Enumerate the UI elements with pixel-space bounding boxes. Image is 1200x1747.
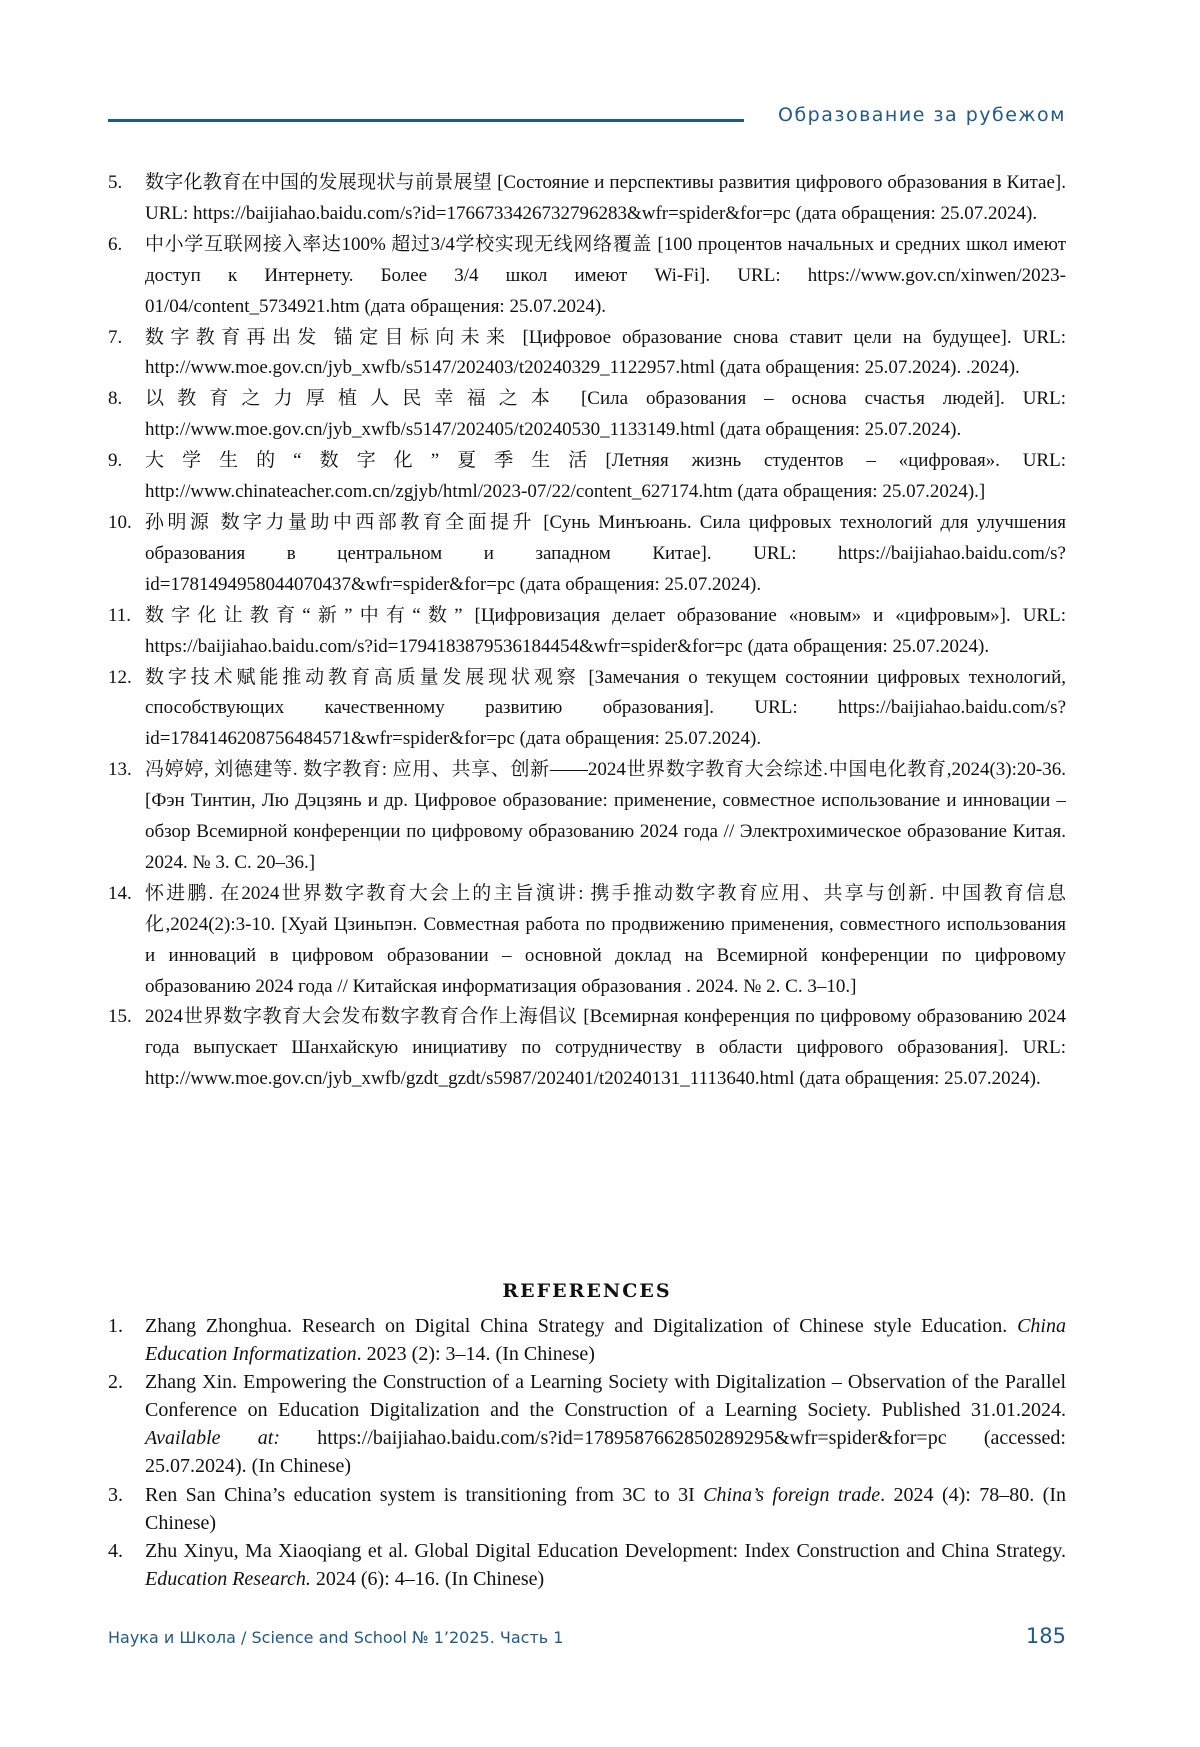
reference-text: 中小学互联网接入率达100% 超过3/4学校实现无线网络覆盖 [100 процентов начальных и средних школ имеют доступ к Интернету. Более 3/4 школ имеют Wi-Fi]. URL: https://www.gov.cn/xinwen/2023-01/04/content_5734921.htm (дата обращения: 25.07.2024). xyxy=(145,233,1066,317)
reference-item xyxy=(108,755,1066,879)
reference-number: 1. xyxy=(108,1315,123,1337)
reference-item xyxy=(108,601,1066,663)
reference-number: 14. xyxy=(108,882,132,904)
reference-text: 孙明源 数字力量助中西部教育全面提升 [Сунь Минъюань. Сила цифровых технологий для улучшения образования в центральном и западном Китае]. URL: https://baijiahao.baidu.com/s?id=1781494958044070437&wfr=spider&for=pc (дата обращения: 25.07.2024). xyxy=(145,511,1066,595)
reference-source: Education Research. xyxy=(145,1567,311,1590)
reference-item xyxy=(108,323,1066,385)
reference-item xyxy=(108,1002,1066,1095)
reference-number: 13. xyxy=(108,759,132,781)
reference-text: 怀进鹏. 在2024世界数字教育大会上的主旨演讲: 携手推动数字教育应用、共享与创新. 中国教育信息化,2024(2):3-10. [Хуай Цзиньпэн. Совместная работа по продвижению применения, совместного использования и инноваций в цифровом образовании – основной доклад на Всемирной конференции по цифровому образованию 2024 года // Китайская информатизация образования . 2024. № 2. С. 3–10.] xyxy=(145,882,1066,997)
reference-source: China Education Informatization xyxy=(145,1315,1066,1366)
reference-text: 2024世界数字教育大会发布数字教育合作上海倡议 [Всемирная конференция по цифровому образованию 2024 года выпускает Шанхайскую инициативу по сотрудничеству в области цифрового образования]. URL: http://www.moe.gov.cn/jyb_xwfb/gzdt_gzdt/s5987/202401/t20240131_1113640.html (дата обращения: 25.07.2024). xyxy=(145,1006,1066,1090)
reference-text: 数字教育再出发 锚定目标向未来 [Цифровое образование снова ставит цели на будущее]. URL: http://www.moe.gov.cn/jyb_xwfb/s5147/202403/t20240329_1122957.html (дата обращения: 25.07.2024). .2024). xyxy=(145,326,1066,379)
reference-number: 6. xyxy=(108,233,123,255)
reference-item xyxy=(108,230,1066,323)
reference-item xyxy=(108,1312,1066,1368)
english-reference-list xyxy=(108,1312,1066,1593)
references-heading: REFERENCES xyxy=(502,1280,672,1302)
reference-number: 15. xyxy=(108,1006,132,1028)
reference-text: 以教育之力厚植人民幸福之本 [Сила образования – основа счастья людей]. URL: http://www.moe.gov.cn/jyb_xwfb/s5147/202405/t20240530_1133149.html (дата обращения: 25.07.2024). xyxy=(145,388,1066,441)
reference-item xyxy=(108,446,1066,508)
reference-item xyxy=(108,508,1066,601)
reference-number: 3. xyxy=(108,1483,123,1506)
journal-citation: Наука и Школа / Science and School № 1’2025. Часть 1 xyxy=(108,1628,564,1647)
reference-item xyxy=(108,168,1066,230)
reference-details: 2024 (6): 4–16. (In Chinese) xyxy=(310,1567,545,1590)
reference-details: https://baijiahao.baidu.com/s?id=1789587662850289295&wfr=spider&for=pc (accessed: 25.07.2024). (In Chinese) xyxy=(145,1427,1066,1478)
reference-number: 5. xyxy=(108,172,123,193)
reference-number: 9. xyxy=(108,450,123,472)
reference-item xyxy=(108,1368,1066,1480)
reference-item xyxy=(108,1481,1066,1537)
reference-item xyxy=(108,1537,1066,1593)
section-title: Образование за рубежом xyxy=(777,104,1066,126)
reference-source: Available at: xyxy=(145,1427,281,1450)
reference-source: China’s foreign trade xyxy=(703,1483,881,1506)
running-header xyxy=(108,100,1066,130)
reference-details: . 2023 (2): 3–14. (In Chinese) xyxy=(356,1343,595,1366)
running-footer xyxy=(108,1624,1066,1650)
reference-number: 11. xyxy=(108,604,132,626)
reference-text: Zhu Xinyu, Ma Xiaoqiang et al. Global Digital Education Development: Index Construction and China Strategy. xyxy=(145,1539,1066,1562)
reference-item xyxy=(108,663,1066,756)
reference-number: 7. xyxy=(108,326,123,348)
header-rule xyxy=(108,119,744,122)
reference-text: 数字技术赋能推动教育高质量发展现状观察 [Замечания о текущем состоянии цифровых технологий, способствующих качественному развитию образования]. URL: https://baijiahao.baidu.com/s?id=1784146208756484571&wfr=spider&for=pc (дата обращения: 25.07.2024). xyxy=(145,666,1066,750)
reference-text: 大学生的“数字化”夏季生活[Летняя жизнь студентов – «цифровая». URL: http://www.chinateacher.com.cn/zgjyb/html/2023-07/22/content_627174.htm (дата обращения: 25.07.2024).] xyxy=(145,450,1066,503)
reference-number: 2. xyxy=(108,1371,123,1394)
reference-text: Ren San China’s education system is transitioning from 3C to 3I xyxy=(145,1483,704,1506)
reference-text: Zhang Xin. Empowering the Construction of a Learning Society with Digitalization – Observation of the Parallel Conference on Education Digitalization and the Construction of a Learning Society. Published 31.01.2024. xyxy=(145,1371,1066,1422)
reference-number: 10. xyxy=(108,511,132,533)
reference-item xyxy=(108,879,1066,1003)
reference-number: 12. xyxy=(108,666,132,688)
reference-number: 4. xyxy=(108,1539,123,1562)
reference-text: Zhang Zhonghua. Research on Digital China Strategy and Digitalization of Chinese style Education. xyxy=(145,1315,1018,1337)
reference-item xyxy=(108,384,1066,446)
reference-details: . 2024 (4): 78–80. (In Chinese) xyxy=(145,1483,1067,1534)
reference-text: 数字化教育在中国的发展现状与前景展望 [Состояние и перспективы развития цифрового образования в Китае]. URL: https://baijiahao.baidu.com/s?id=1766733426732796283&wfr=spider&for=pc (дата обращения: 25.07.2024). xyxy=(145,172,1066,224)
reference-number: 8. xyxy=(108,388,123,410)
reference-text: 冯婷婷, 刘德建等. 数字教育: 应用、共享、创新——2024世界数字教育大会综述.中国电化教育,2024(3):20-36.[Фэн Тинтин, Лю Дэцзянь и др. Цифровое образование: применение, совместное использование и инновации – обзор Всемирной конференции по цифровому образованию 2024 года // Электрохимическое образование Китая. 2024. № 3. С. 20–36.] xyxy=(145,759,1066,873)
reference-text: 数字化让教育“新”中有“数” [Цифровизация делает образование «новым» и «цифровым»]. URL: https://baijiahao.baidu.com/s?id=1794183879536184454&wfr=spider&for=pc (дата обращения: 25.07.2024). xyxy=(145,604,1066,657)
russian-reference-list xyxy=(108,168,1066,1095)
page-number: 185 xyxy=(1025,1624,1066,1648)
